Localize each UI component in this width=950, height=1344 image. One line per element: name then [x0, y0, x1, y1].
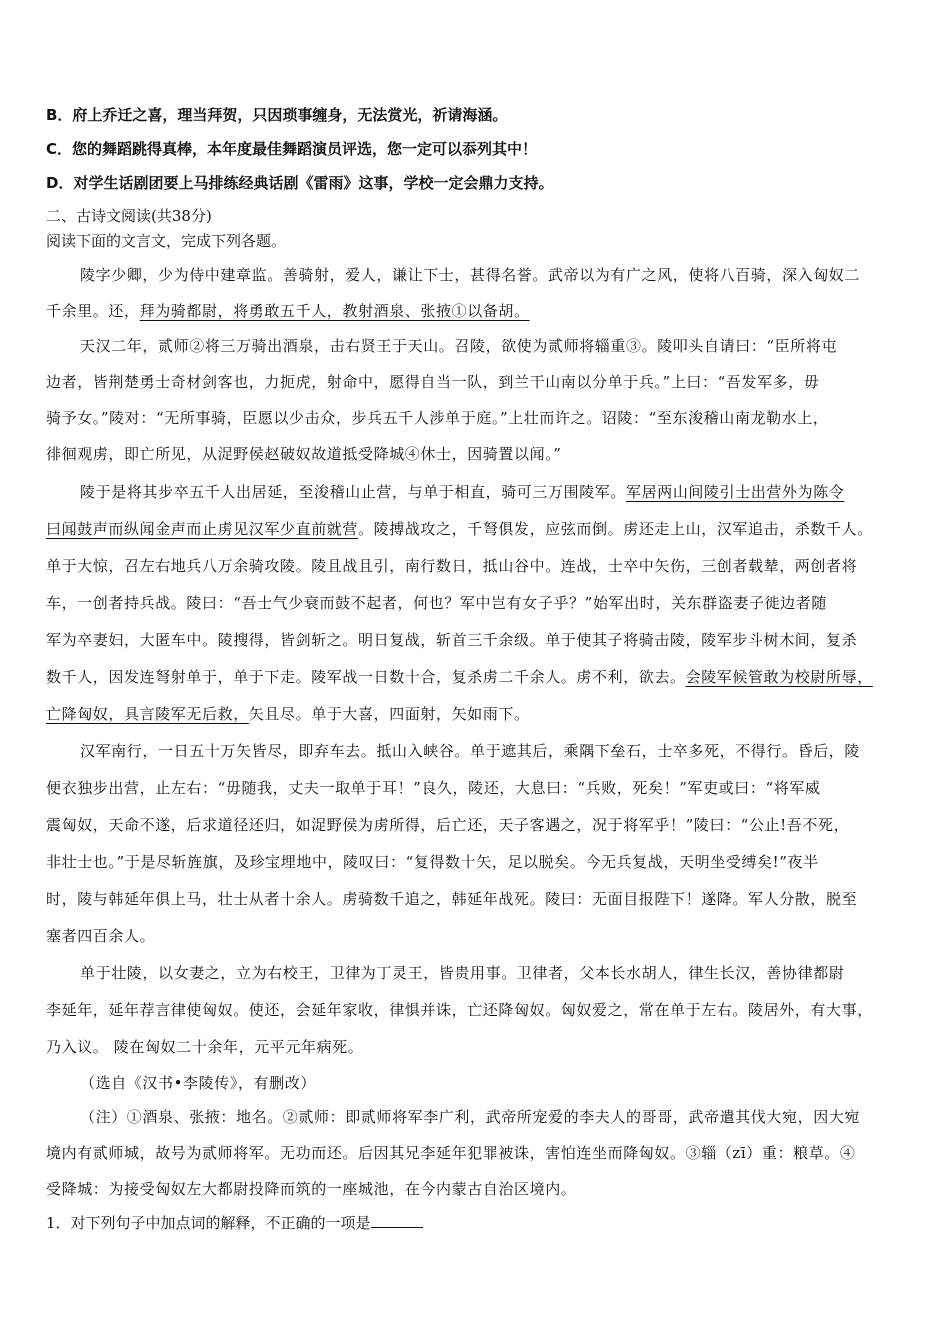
underlined-sentence: 亡降匈奴，具言陵军无后救， — [46, 705, 249, 723]
passage-line: 车，一创者持兵战。陵曰：“吾士气少衰而鼓不起者，何也？军中岂有女子乎？”始军出时，关东群盗妻子徙边者随 — [46, 594, 827, 612]
passage-line: 天汉二年，贰师②将三万骑出酒泉，击右贤王于天山。召陵，欲使为贰师将辎重③。陵叩头自请曰：“臣所将屯 — [80, 337, 838, 355]
passage-line: 徘徊观虏，即亡所见，从浞野侯赵破奴故道抵受降城④休士，因骑置以闻。” — [46, 445, 562, 463]
passage-line: 非壮士也。”于是尽斩旌旗，及珍宝埋地中，陵叹曰：“复得数十矢，足以脱矣。今无兵复战，天明坐受缚矣!”夜半 — [46, 853, 819, 871]
passage-line: 时，陵与韩延年俱上马，壮士从者十余人。虏骑数千追之，韩延年战死。陵曰：无面目报陛下！遂降。军人分散，脱至 — [46, 890, 858, 908]
passage-notes: （注）①酒泉、张掖：地名。②贰师：即贰师将军李广利，武帝所宠爱的李夫人的哥哥，武帝遣其伐大宛，因大宛 — [80, 1108, 861, 1126]
passage-line: 乃入议。 陵在匈奴二十余年，元平元年病死。 — [46, 1038, 364, 1056]
option-d: D．对学生话剧团要上马排练经典话剧《雷雨》这事，学校一定会鼎力支持。 — [46, 174, 554, 192]
underlined-sentence: 拜为骑都尉，将勇敢五千人，教射酒泉、张掖①以备胡。 — [139, 302, 530, 320]
passage-notes: 受降城：为接受匈奴左大都尉投降而筑的一座城池，在今内蒙古自治区境内。 — [46, 1180, 577, 1198]
underlined-sentence: 军居两山间陵引士出营外为陈令 — [626, 483, 845, 501]
passage-line: 曰闻鼓声而纵闻金声而止虏见汉军少直前就营。陵搏战攻之，千弩俱发，应弦而倒。虏还走上山，汉军追击，杀数千人。 — [46, 520, 873, 538]
passage-source: （选自《汉书•李陵传》，有删改） — [80, 1074, 316, 1092]
passage-notes: 境内有贰师城，故号为贰师将军。无功而还。后因其兄李延年犯罪被诛，害怕连坐而降匈奴。③辎（zī）重：粮草。④ — [46, 1144, 856, 1162]
passage-line: 汉军南行，一日五十万矢皆尽，即弃车去。抵山入峡谷。单于遮其后，乘隅下垒石，士卒多死，不得行。昏后，陵 — [80, 742, 861, 760]
option-b: B．府上乔迁之喜，理当拜贺，只因琐事缠身，无法赏光，祈请海涵。 — [46, 106, 508, 124]
passage-line: 骑予女。”陵对：“无所事骑，臣愿以少击众，步兵五千人涉单于庭。”上壮而许之。诏陵：“至东浚稽山南龙勒水上， — [46, 409, 829, 427]
section-instruction: 阅读下面的文言文，完成下列各题。 — [46, 232, 287, 250]
question-1: 1．对下列句子中加点词的解释，不正确的一项是 — [46, 1212, 423, 1233]
answer-blank[interactable] — [371, 1213, 423, 1228]
passage-line: 震匈奴，天命不遂，后求道径还归，如浞野侯为虏所得，后亡还，天子客遇之，况于将军乎！”陵曰：“公止!吾不死， — [46, 816, 850, 834]
passage-line: 军为卒妻妇，大匿车中。陵搜得，皆剑斩之。明日复战，斩首三千余级。单于使其子将骑击陵，陵军步斗树木间，复杀 — [46, 631, 858, 649]
passage-line: 千余里。还，拜为骑都尉，将勇敢五千人，教射酒泉、张掖①以备胡。 — [46, 302, 530, 320]
option-c: C．您的舞蹈跳得真棒，本年度最佳舞蹈演员评选，您一定可以忝列其中！ — [46, 140, 538, 158]
passage-line: 单于大惊，召左右地兵八万余骑攻陵。陵且战且引，南行数日，抵山谷中。连战，士卒中矢伤，三创者载辇，两创者将 — [46, 557, 858, 575]
underlined-sentence: 曰闻鼓声而纵闻金声而止虏见汉军少直前就营 — [46, 520, 359, 538]
passage-line: 便衣独步出营，止左右：“毋随我，丈夫一取单于耳！”良久，陵还，大息曰：“兵败，死矣！”军吏或曰：“将军威 — [46, 779, 821, 797]
underlined-sentence: 会陵军候管敢为校尉所辱， — [685, 668, 873, 686]
passage-line: 塞者四百余人。 — [46, 927, 156, 945]
passage-line: 陵字少卿，少为侍中建章监。善骑射，爱人，谦让下士，甚得名誉。武帝以为有广之风，使将八百骑，深入匈奴二 — [80, 266, 861, 284]
passage-line: 李延年，延年荐言律使匈奴。使还，会延年家收，律惧并诛，亡还降匈奴。匈奴爱之，常在单于左右。陵居外，有大事， — [46, 1001, 873, 1019]
passage-line: 陵于是将其步卒五千人出居延，至浚稽山止营，与单于相直，骑可三万围陵军。军居两山间陵引士出营外为陈令 — [80, 483, 845, 501]
passage-line: 亡降匈奴，具言陵军无后救，矢且尽。单于大喜，四面射，矢如雨下。 — [46, 705, 530, 723]
passage-line: 边者，皆荆楚勇士奇材剑客也，力扼虎，射命中，愿得自当一队，到兰干山南以分单于兵。”上曰：“吾发军多，毋 — [46, 373, 820, 391]
passage-line: 单于壮陵，以女妻之，立为右校王，卫律为丁灵王，皆贵用事。卫律者，父本长水胡人，律生长汉，善协律都尉 — [80, 964, 845, 982]
section-title: 二、古诗文阅读(共38分) — [46, 207, 212, 225]
passage-line: 数千人，因发连弩射单于，单于下走。陵军战一日数十合，复杀虏二千余人。虏不利，欲去。会陵军候管敢为校尉所辱， — [46, 668, 873, 686]
